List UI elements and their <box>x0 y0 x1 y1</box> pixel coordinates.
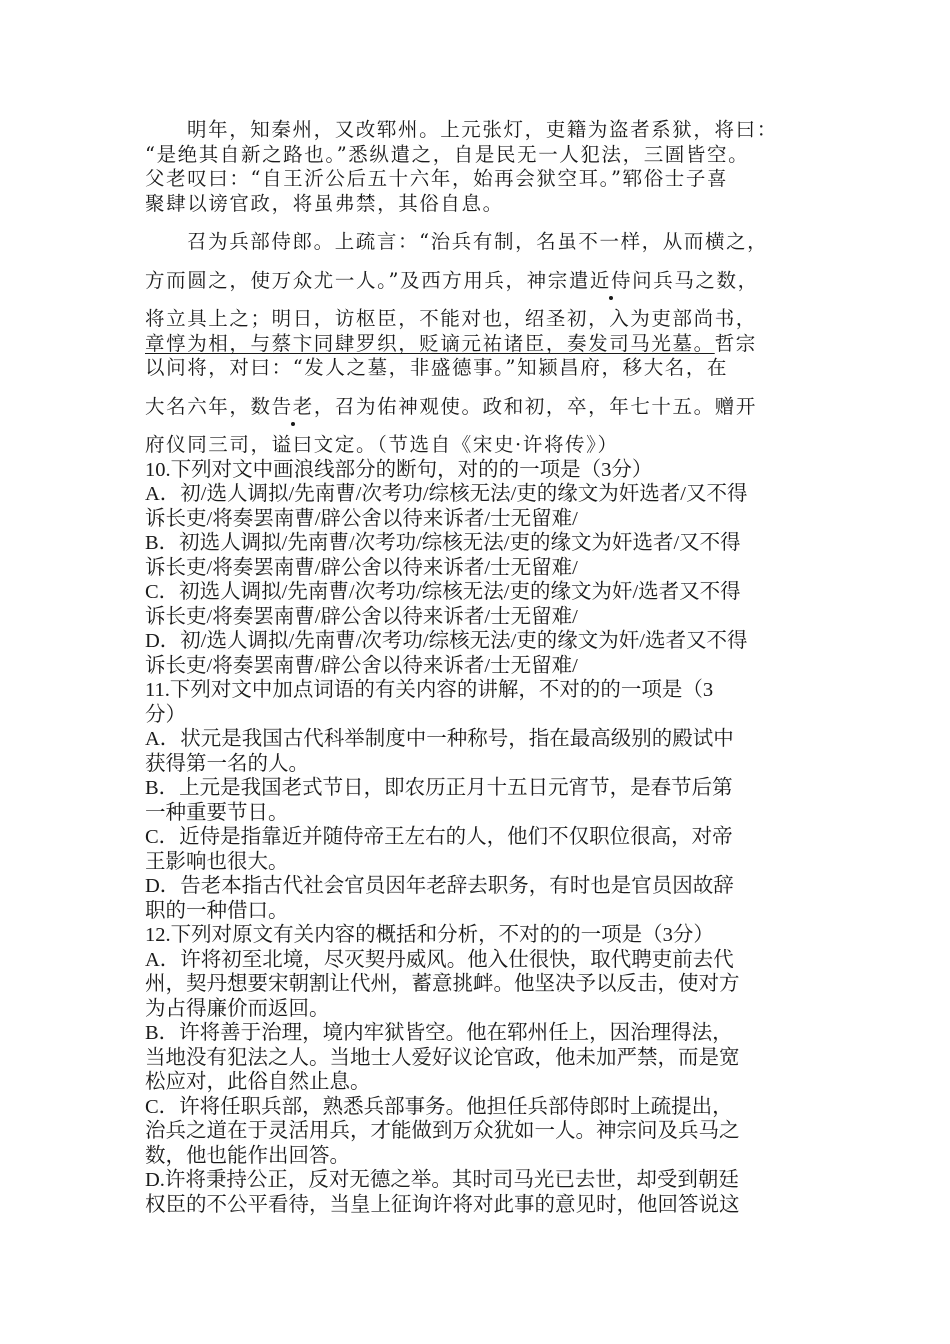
passage-line: “是绝其自新之路也。”悉纵遣之，自是民无一人犯法，三圄皆空。 <box>145 142 750 166</box>
question-11-stem: 分） <box>145 703 186 726</box>
passage-line: 聚肆以谤官政，将虽弗禁，其俗自息。 <box>145 191 504 215</box>
option-line: 获得第一名的人。 <box>145 752 309 775</box>
question-10-stem: 10.下列对文中画浪线部分的断句，对的的一项是（3分） <box>145 458 653 481</box>
option-line: 治兵之道在于灵活用兵，才能做到万众犹如一人。神宗问及兵马之 <box>145 1120 740 1142</box>
option-line: D．初/选人调拟/先南曹/次考功/综核无法/吏的缘文为奸/选者又不得 <box>145 630 748 652</box>
document-page <box>145 118 810 1217</box>
passage-line: 方而圆之，使万众尤一人。”及西方用兵，神宗遣近侍问兵马之数， <box>145 268 759 292</box>
option-line: 数，他也能作出回答。 <box>145 1144 350 1167</box>
option-line: D.许将秉持公正，反对无德之举。其时司马光已去世，却受到朝廷 <box>145 1169 739 1191</box>
passage-line: 大名六年，数告老，召为佑神观使。政和初，卒，年七十五。赠开 <box>145 394 757 418</box>
option-line: 诉长吏/将奏罢南曹/辟公舍以待来诉者/士无留难/ <box>145 556 578 579</box>
passage-citation: 府仪同三司，谥曰文定。（节选自《宋史·许将传》） <box>145 433 619 456</box>
option-line: C．初选人调拟/先南曹/次考功/综核无法/吏的缘文为奸/选者又不得 <box>145 581 741 603</box>
option-line: C．许将任职兵部，熟悉兵部事务。他担任兵部侍郎时上疏提出， <box>145 1095 733 1118</box>
passage-line: 父老叹曰：“自王沂公后五十六年，始再会狱空耳。”郓俗士子喜 <box>145 167 729 190</box>
passage-line: 以问将，对曰：“发人之墓，非盛德事。”知颍昌府，移大名，在 <box>145 356 729 379</box>
option-line: B．许将善于治理，境内牢狱皆空。他在郓州任上，因治理得法， <box>145 1022 733 1044</box>
option-line: 松应对，此俗自然止息。 <box>145 1071 371 1093</box>
wavy-underlined-sentence: 章惇为相，与蔡卞同肆罗织，贬谪元祐诸臣，奏发司马光墓。 <box>145 331 715 355</box>
option-line: D．告老本指古代社会官员因年老辞去职务，有时也是官员因故辞 <box>145 875 734 897</box>
option-line: 诉长吏/将奏罢南曹/辟公舍以待来诉者/士无留难/ <box>145 507 578 530</box>
passage-line: 将立具上之；明日，访枢臣，不能对也，绍圣初，入为吏部尚书， <box>145 307 757 330</box>
option-line: C．近侍是指靠近并随侍帝王左右的人，他们不仅职位很高，对帝 <box>145 826 733 848</box>
option-line: 一种重要节日。 <box>145 801 289 824</box>
option-line: A．初/选人调拟/先南曹/次考功/综核无法/吏的缘文为奸选者/又不得 <box>145 483 748 505</box>
questions-block <box>145 458 810 1218</box>
option-line: A．许将初至北境，尽灭契丹威风。他入仕很快，取代聘吏前去代 <box>145 948 734 971</box>
option-line: 权臣的不公平看待，当皇上征询许将对此事的意见时，他回答说这 <box>145 1193 740 1216</box>
option-line: 王影响也很大。 <box>145 850 289 873</box>
option-line: 州，契丹想要宋朝割让代州，蓄意挑衅。他坚决予以反击，使对方 <box>145 973 740 995</box>
passage-line: 召为兵部侍郎。上疏言：“治兵有制，名虽不一样，从而横之， <box>187 230 769 253</box>
option-line: 诉长吏/将奏罢南曹/辟公舍以待来诉者/士无留难/ <box>145 605 578 628</box>
option-line: 为占得廉价而返回。 <box>145 997 330 1020</box>
option-line: 诉长吏/将奏罢南曹/辟公舍以待来诉者/士无留难/ <box>145 654 578 677</box>
question-12-stem: 12.下列对原文有关内容的概括和分析，不对的的一项是（3分） <box>145 924 714 946</box>
passage-line: 章惇为相，与蔡卞同肆罗织，贬谪元祐诸臣，奏发司马光墓。哲宗 <box>145 331 757 355</box>
passage-line: 明年，知秦州，又改郓州。上元张灯，吏籍为盗者系狱，将曰： <box>187 118 778 141</box>
option-line: A．状元是我国古代科举制度中一种称号，指在最高级别的殿试中 <box>145 728 734 750</box>
dotted-word-gaolao: 告老 <box>271 394 314 418</box>
option-line: B．初选人调拟/先南曹/次考功/综核无法/吏的缘文为奸选者/又不得 <box>145 532 741 554</box>
option-line: B．上元是我国老式节日，即农历正月十五日元宵节，是春节后第 <box>145 777 733 799</box>
question-11-stem: 11.下列对文中加点词语的有关内容的讲解，不对的的一项是（3 <box>145 679 714 701</box>
option-line: 当地没有犯法之人。当地士人爱好议论官政，他未加严禁，而是宽 <box>145 1046 740 1069</box>
option-line: 职的一种借口。 <box>145 899 289 922</box>
dotted-word-jinshi: 近侍 <box>589 268 633 292</box>
